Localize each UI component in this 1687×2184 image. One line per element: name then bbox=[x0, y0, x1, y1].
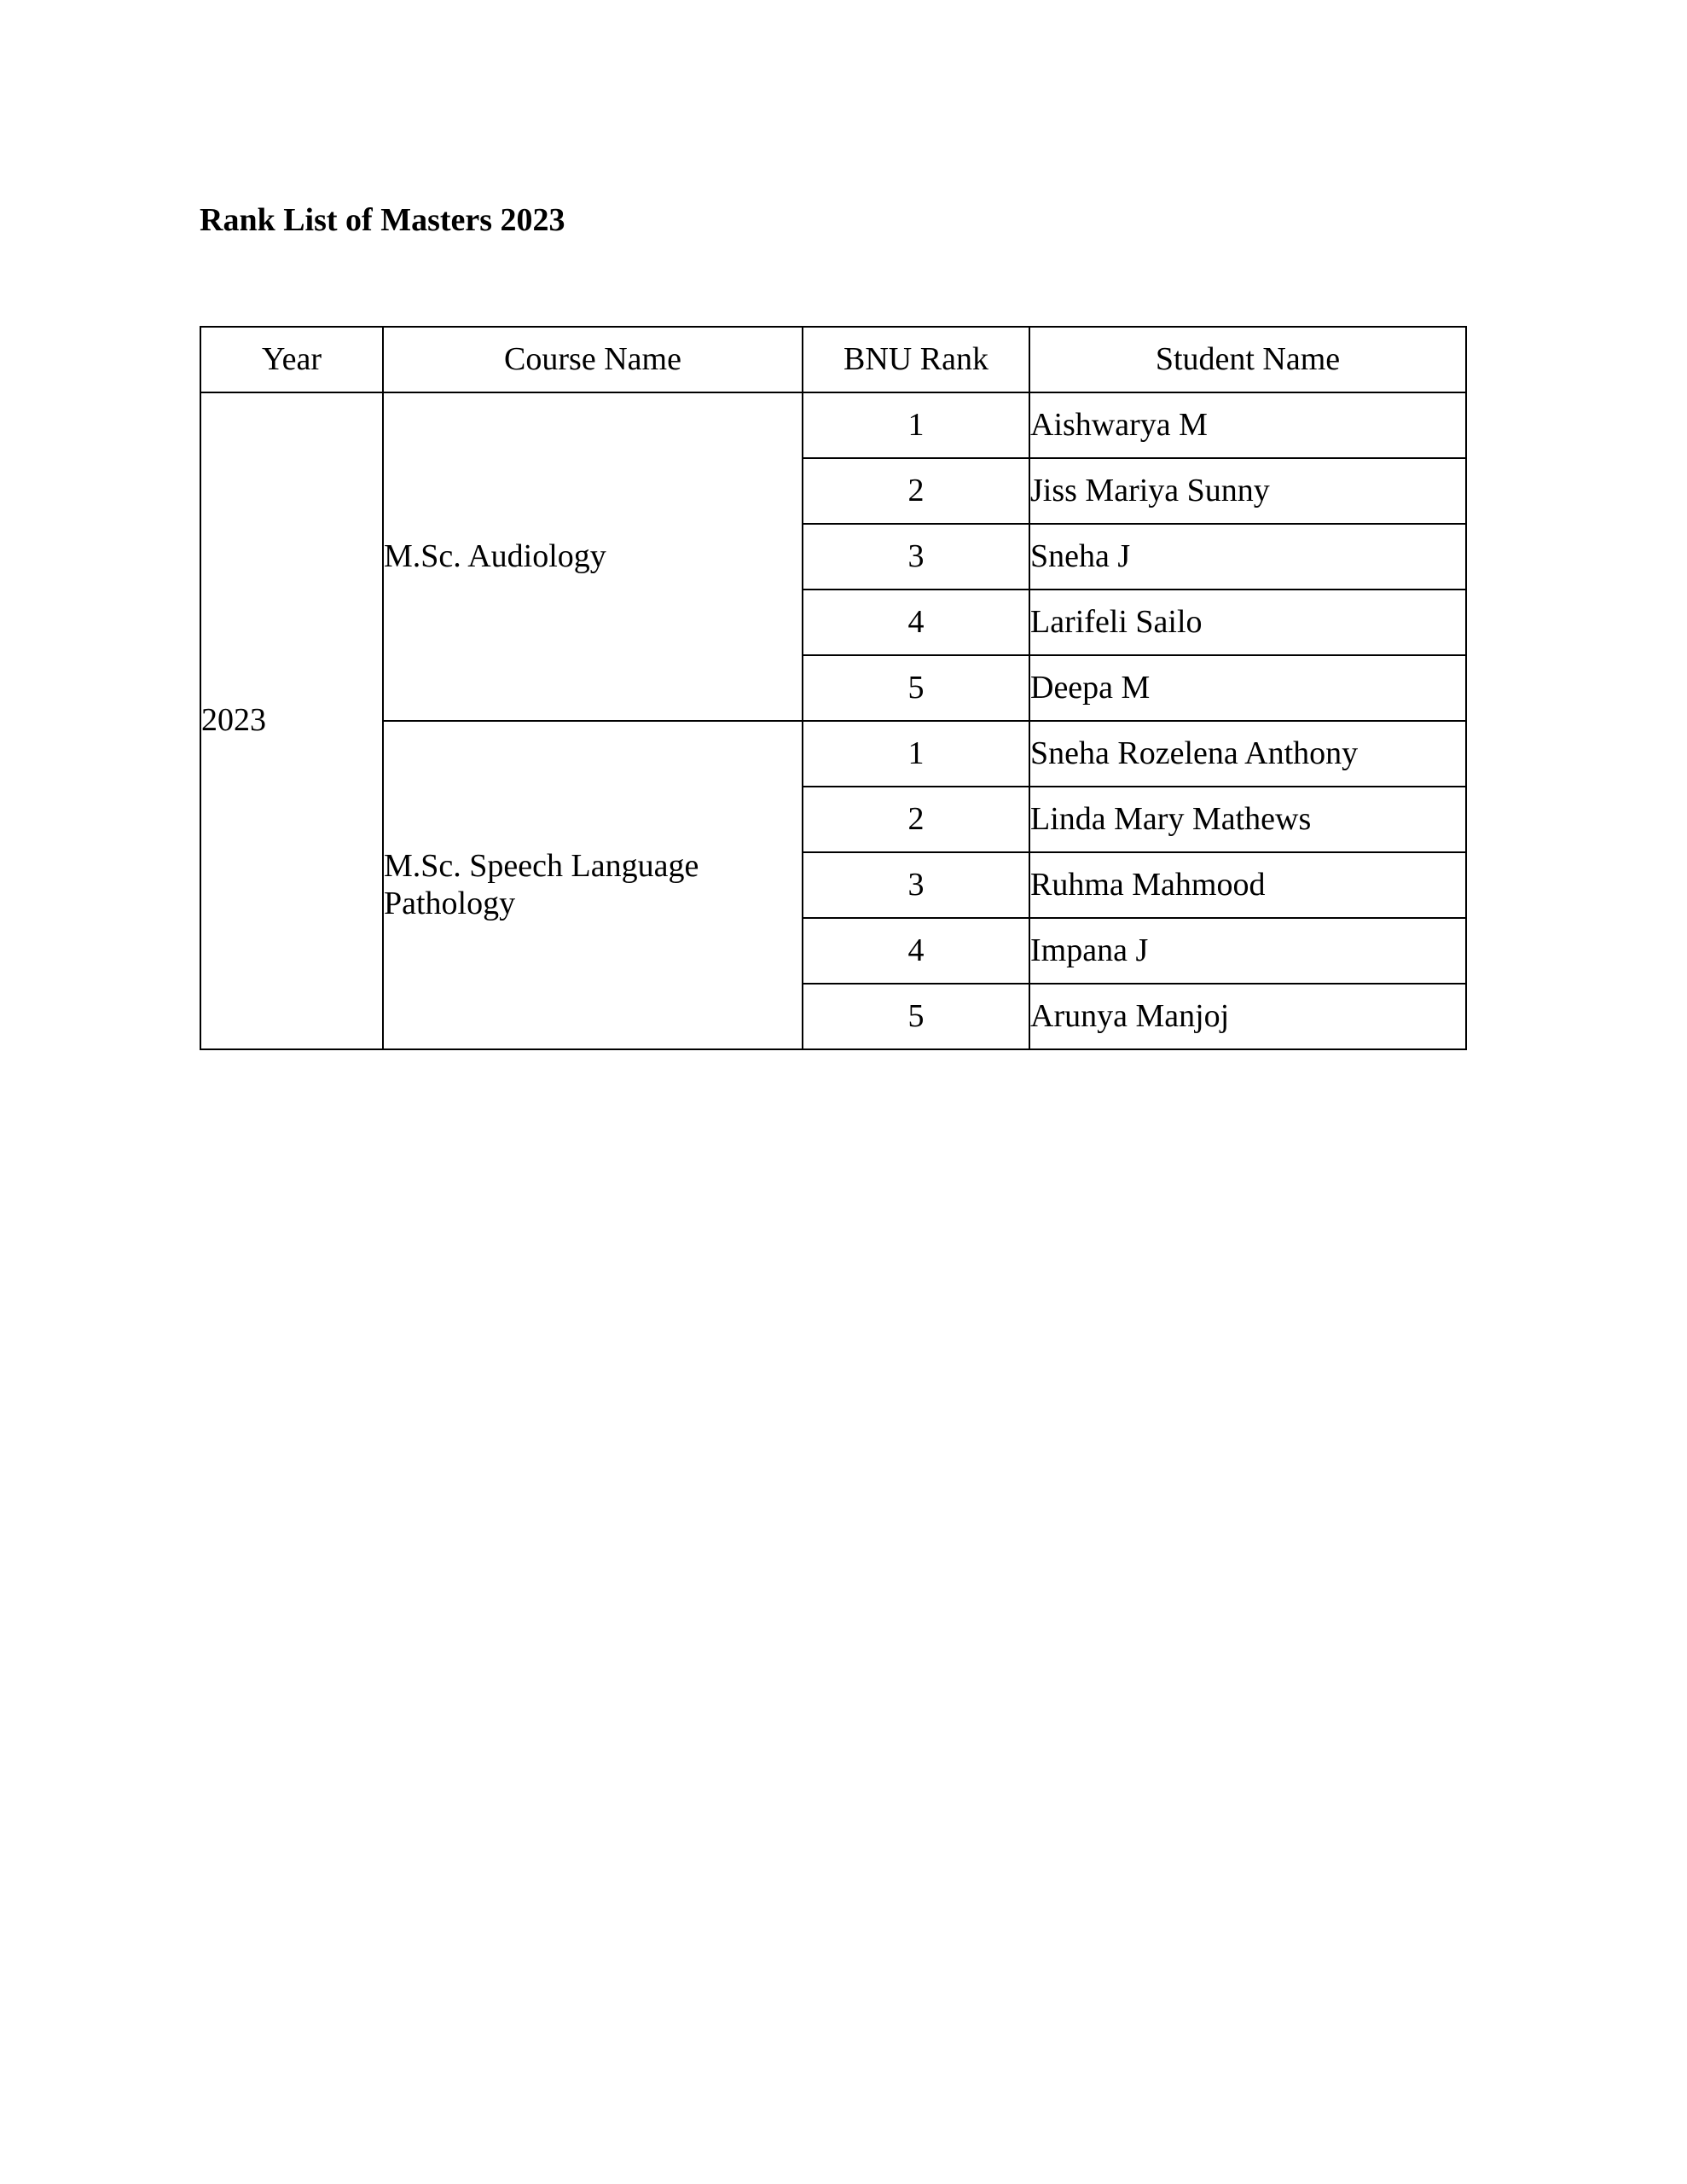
student-name-cell: Sneha J bbox=[1029, 524, 1466, 590]
header-bnu-rank: BNU Rank bbox=[803, 327, 1029, 392]
rank-cell: 2 bbox=[803, 787, 1029, 852]
rank-cell: 3 bbox=[803, 852, 1029, 918]
rank-cell: 1 bbox=[803, 392, 1029, 458]
table-row bbox=[200, 392, 1466, 458]
rank-cell: 4 bbox=[803, 918, 1029, 984]
year-cell: 2023 bbox=[200, 392, 383, 1049]
student-name-cell: Aishwarya M bbox=[1029, 392, 1466, 458]
student-name-cell: Sneha Rozelena Anthony bbox=[1029, 721, 1466, 787]
rank-cell: 1 bbox=[803, 721, 1029, 787]
table-row bbox=[200, 721, 1466, 787]
student-name-cell: Jiss Mariya Sunny bbox=[1029, 458, 1466, 524]
table-header-row bbox=[200, 327, 1466, 392]
student-name-cell: Impana J bbox=[1029, 918, 1466, 984]
rank-cell: 5 bbox=[803, 984, 1029, 1049]
rank-list-table bbox=[200, 326, 1467, 1050]
student-name-cell: Deepa M bbox=[1029, 655, 1466, 721]
course-name-cell: M.Sc. Audiology bbox=[383, 392, 803, 721]
student-name-cell: Arunya Manjoj bbox=[1029, 984, 1466, 1049]
rank-cell: 2 bbox=[803, 458, 1029, 524]
header-year: Year bbox=[200, 327, 383, 392]
header-course-name: Course Name bbox=[383, 327, 803, 392]
rank-cell: 4 bbox=[803, 590, 1029, 655]
page-title: Rank List of Masters 2023 bbox=[200, 202, 565, 238]
student-name-cell: Linda Mary Mathews bbox=[1029, 787, 1466, 852]
header-student-name: Student Name bbox=[1029, 327, 1466, 392]
rank-cell: 3 bbox=[803, 524, 1029, 590]
student-name-cell: Ruhma Mahmood bbox=[1029, 852, 1466, 918]
course-name-cell: M.Sc. Speech Language Pathology bbox=[383, 721, 803, 1049]
student-name-cell: Larifeli Sailo bbox=[1029, 590, 1466, 655]
rank-cell: 5 bbox=[803, 655, 1029, 721]
